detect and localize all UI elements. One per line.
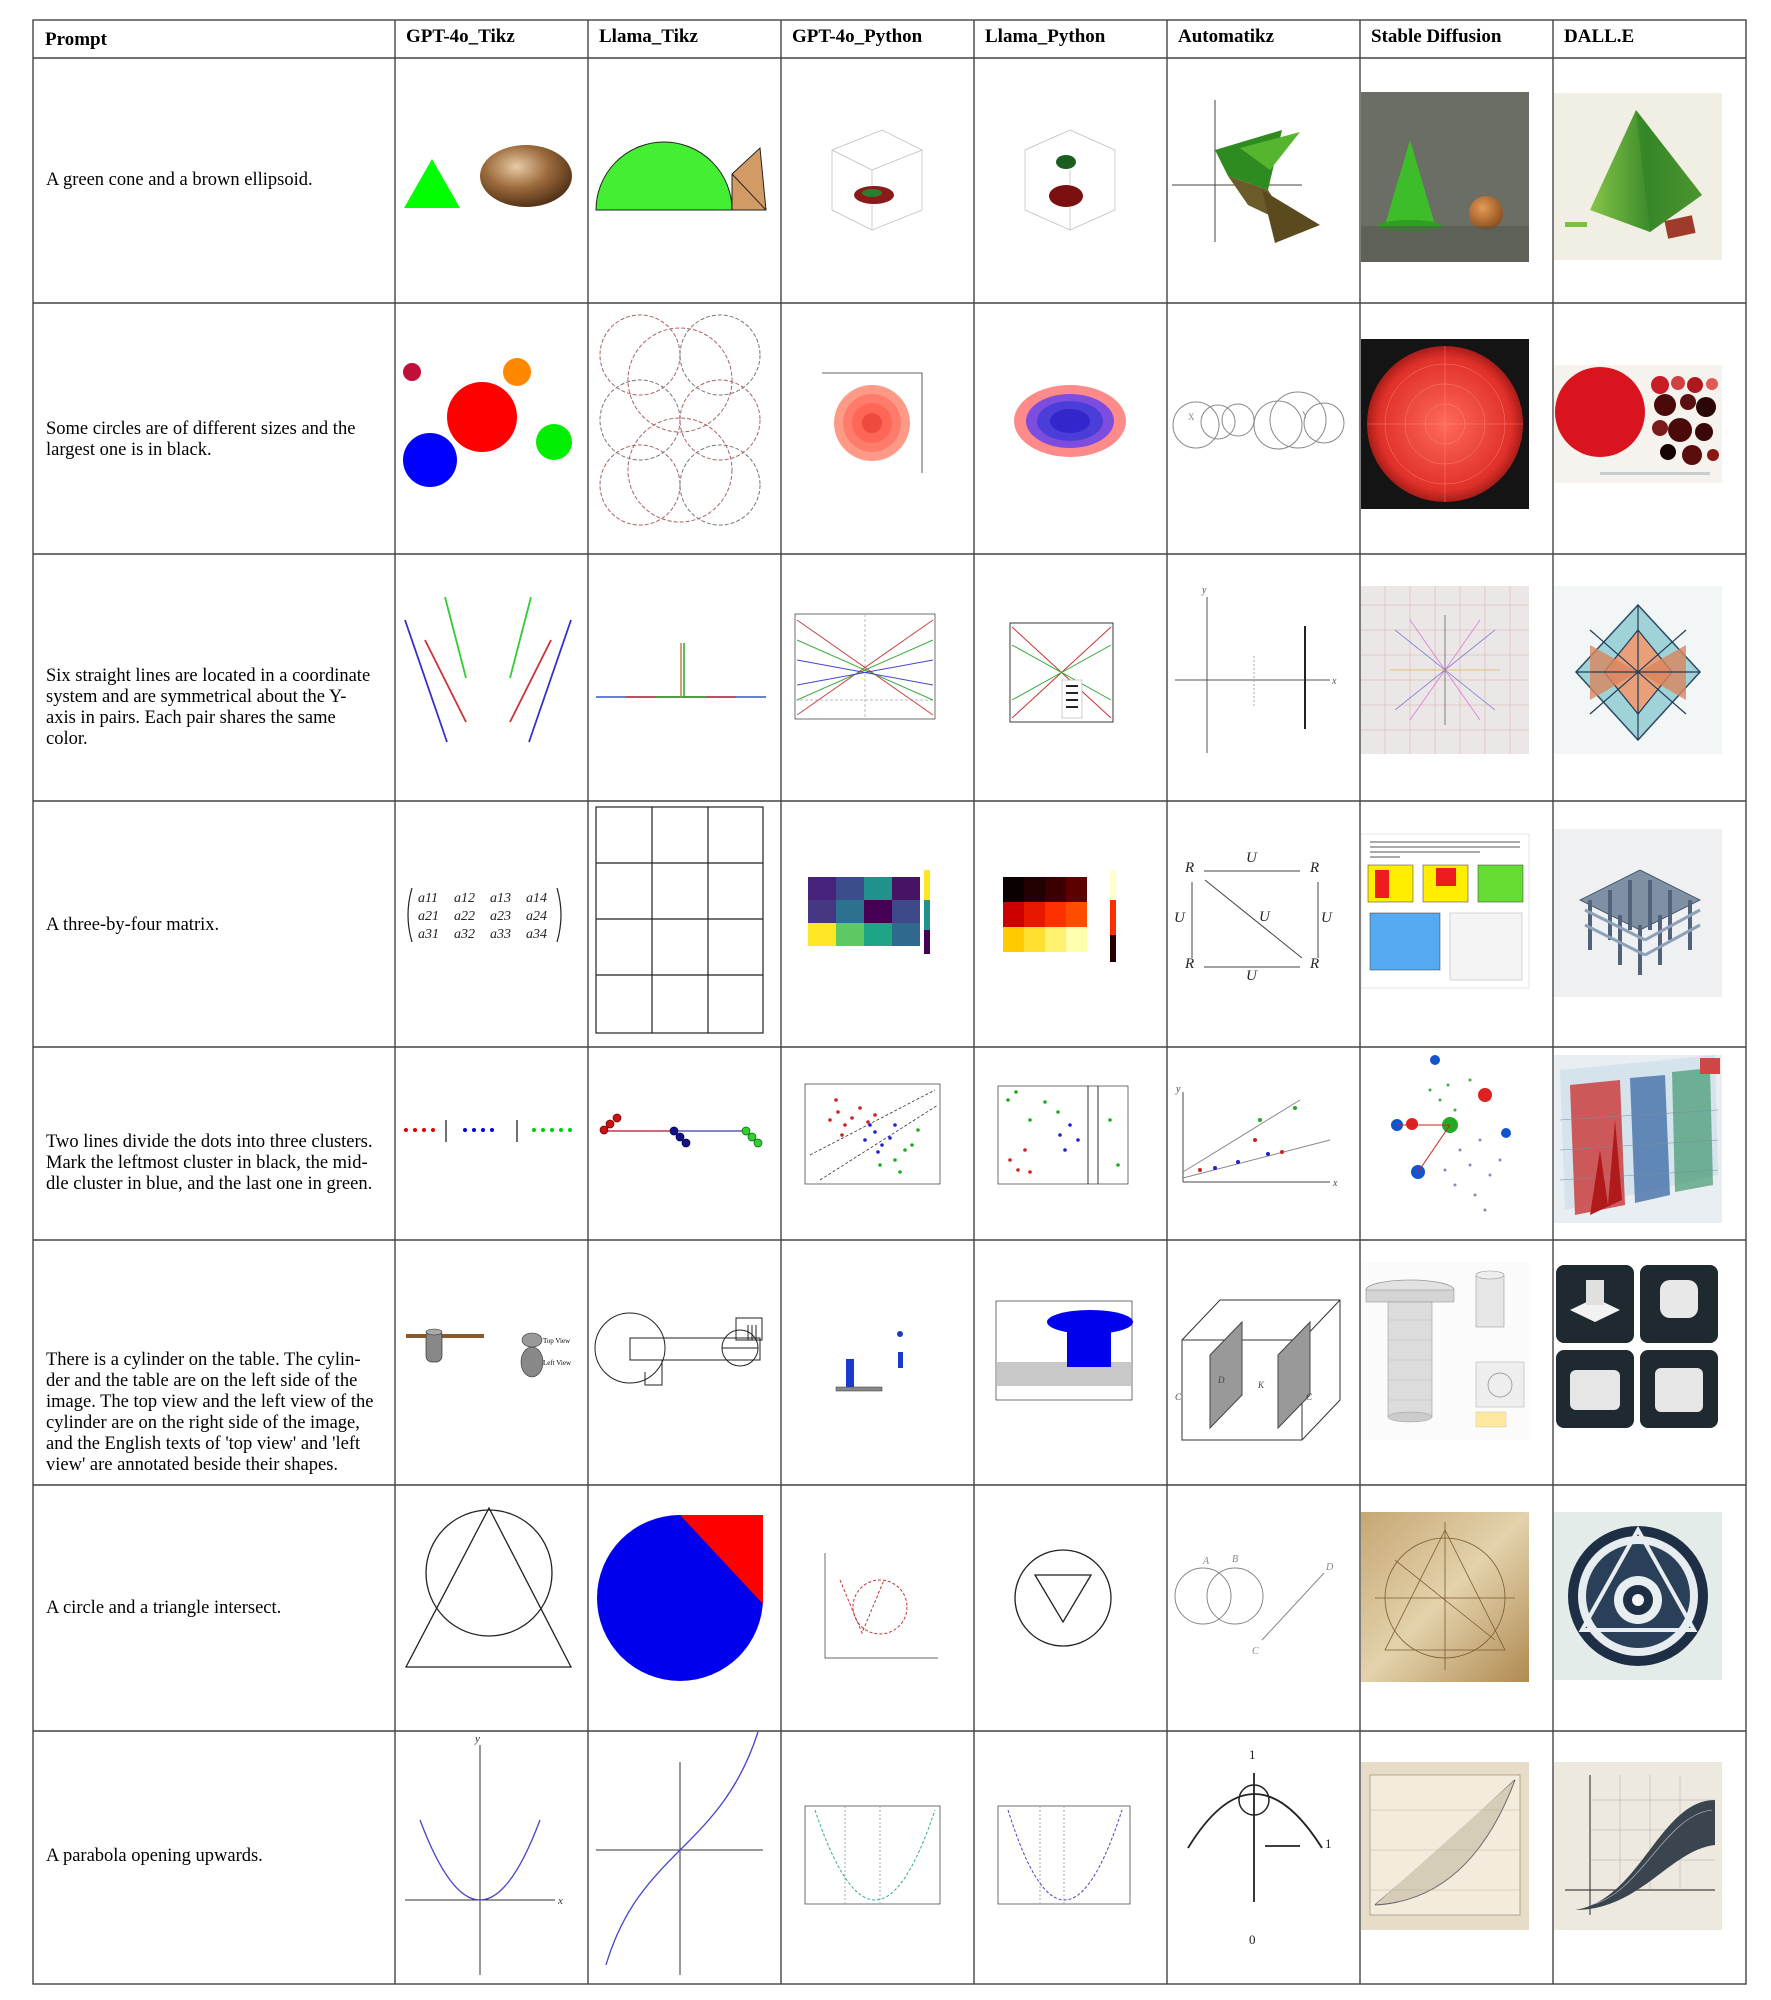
header-llama-tikz: Llama_Tikz (599, 26, 698, 47)
r4-automatikz-r-bl: R (1185, 956, 1195, 972)
header-stable-diffusion: Stable Diffusion (1371, 26, 1502, 47)
table-header (45, 26, 1634, 50)
r8-automatikz-label-1-top: 1 (1249, 1747, 1256, 1762)
r6-automatikz-label-k: K (1258, 1380, 1265, 1390)
r6-gpt4o-tikz-image (406, 1329, 572, 1377)
r4-automatikz-r-br: R (1310, 956, 1320, 972)
prompt-3-line-4: color. (46, 729, 88, 749)
r7-stable-diffusion-image (1361, 1512, 1529, 1682)
r2-automatikz-image (1173, 392, 1344, 449)
prompt-3-line-2: system and are symmetrical about the Y- (46, 687, 347, 707)
prompt-5-line-1: Two lines divide the dots into three clusters. (46, 1132, 373, 1152)
r7-automatikz-label-c: C (1252, 1646, 1259, 1657)
prompt-5-line-2: Mark the leftmost cluster in black, the mid- (46, 1153, 368, 1173)
matrix-a33: a33 (490, 927, 511, 942)
r5-automatikz-axis-y: y (1176, 1084, 1181, 1095)
r6-stable-diffusion-image (1361, 1263, 1529, 1440)
r1-gpt4o-tikz-image (404, 145, 572, 208)
header-dalle: DALL.E (1564, 26, 1635, 47)
prompt-8-line-1: A parabola opening upwards. (46, 1846, 263, 1866)
r1-gpt4o-python-image (832, 130, 922, 230)
r3-automatikz-axis-y: y (1202, 585, 1207, 596)
prompt-2-line-1: Some circles are of different sizes and the (46, 419, 356, 439)
r8-gpt4o-tikz-image (405, 1733, 563, 1975)
r8-automatikz-image (1188, 1747, 1332, 1947)
r8-automatikz-label-0: 0 (1249, 1932, 1256, 1947)
matrix-a32: a32 (454, 927, 475, 942)
r6-automatikz-label-d: D (1218, 1375, 1225, 1385)
r8-automatikz-label-1-right: 1 (1325, 1836, 1332, 1851)
prompt-6-line-4: cylinder are on the right side of the image, (46, 1413, 360, 1433)
r7-automatikz-label-d: D (1326, 1562, 1334, 1573)
r2-gpt4o-python-image (822, 373, 922, 473)
r6-llama-tikz-image (595, 1313, 762, 1385)
prompt-1-line-1: A green cone and a brown ellipsoid. (46, 170, 313, 190)
r4-automatikz-u-top: U (1246, 850, 1257, 866)
r2-gpt4o-tikz-image (403, 358, 572, 487)
matrix-a21: a21 (418, 909, 439, 924)
r5-automatikz-image (1175, 1084, 1338, 1189)
r3-gpt4o-tikz-image (405, 597, 571, 742)
r6-automatikz-label-c1: C (1175, 1392, 1182, 1402)
r1-llama-python-image (1025, 130, 1115, 230)
r7-gpt4o-tikz-image (406, 1508, 571, 1667)
prompt-3-line-3: axis in pairs. Each pair shares the same (46, 708, 336, 728)
prompt-6-line-2: der and the table are on the left side of the (46, 1371, 358, 1391)
r4-dalle-image (1554, 829, 1722, 997)
r6-dalle-image (1554, 1263, 1722, 1433)
r8-llama-python-image (998, 1806, 1130, 1904)
r4-automatikz-u-left: U (1174, 910, 1185, 926)
r3-dalle-image (1554, 586, 1722, 754)
r2-stable-diffusion-image (1361, 339, 1529, 509)
header-llama-python: Llama_Python (985, 26, 1106, 47)
r3-automatikz-axis-x: x (1332, 676, 1337, 687)
r5-automatikz-axis-x: x (1333, 1178, 1338, 1189)
r5-gpt4o-python-image (805, 1084, 940, 1184)
r7-automatikz-label-a: A (1203, 1556, 1210, 1567)
matrix-a31: a31 (418, 927, 439, 942)
table-grid-lines (33, 20, 1746, 1984)
r2-dalle-image (1554, 365, 1722, 483)
r6-automatikz-label-c2: C (1306, 1392, 1313, 1402)
r5-llama-python-image (998, 1086, 1128, 1184)
r8-dalle-image (1554, 1762, 1722, 1930)
r8-gpt4o-tikz-axis-x: x (558, 1895, 563, 1907)
matrix-a14: a14 (526, 891, 547, 906)
header-automatikz: Automatikz (1178, 26, 1275, 47)
r4-gpt4o-python-image (808, 870, 930, 954)
r4-automatikz-u-mid: U (1259, 909, 1270, 925)
r3-gpt4o-python-image (795, 614, 935, 719)
r7-gpt4o-python-image (825, 1553, 938, 1658)
r5-gpt4o-tikz-image (404, 1120, 572, 1142)
prompt-6-line-3: image. The top view and the left view of the (46, 1392, 374, 1412)
r2-automatikz-label-y: Y (1302, 410, 1309, 420)
r6-gpt4o-tikz-left-view-label: Left View (543, 1359, 572, 1367)
r1-stable-diffusion-image (1361, 92, 1529, 262)
header-gpt4o-tikz: GPT-4o_Tikz (406, 26, 515, 47)
matrix-a23: a23 (490, 909, 511, 924)
r2-llama-tikz-image (600, 315, 760, 525)
prompt-3-line-1: Six straight lines are located in a coordinate (46, 666, 371, 686)
r7-automatikz-label-b: B (1232, 1554, 1239, 1565)
matrix-a24: a24 (526, 909, 547, 924)
r4-automatikz-u-right: U (1321, 910, 1332, 926)
r7-llama-python-image (1015, 1550, 1111, 1646)
r8-gpt4o-tikz-axis-y: y (475, 1733, 480, 1745)
r4-automatikz-r-tr: R (1310, 860, 1320, 876)
r8-llama-tikz-image (596, 1732, 763, 1975)
prompt-5-line-3: dle cluster in blue, and the last one in green. (46, 1174, 373, 1194)
r3-llama-python-image (1010, 623, 1113, 722)
r8-gpt4o-python-image (805, 1806, 940, 1904)
r1-dalle-image (1554, 93, 1722, 260)
r7-automatikz-image (1175, 1554, 1334, 1657)
prompt-6-line-6: view' are annotated beside their shapes. (46, 1455, 339, 1475)
r3-stable-diffusion-image (1361, 586, 1529, 754)
r6-gpt4o-tikz-top-view-label: Top View (543, 1337, 571, 1345)
matrix-a22: a22 (454, 909, 475, 924)
header-prompt: Prompt (45, 29, 107, 50)
matrix-a12: a12 (454, 891, 475, 906)
r4-automatikz-u-bottom: U (1246, 968, 1257, 984)
r7-dalle-image (1554, 1512, 1722, 1680)
r5-stable-diffusion-image (1371, 1053, 1521, 1233)
r4-llama-python-image (1003, 870, 1116, 962)
r3-llama-tikz-image (596, 643, 766, 697)
prompt-4-line-1: A three-by-four matrix. (46, 915, 220, 935)
r4-automatikz-image (1174, 850, 1333, 984)
r2-llama-python-image (1014, 385, 1126, 457)
header-gpt4o-python: GPT-4o_Python (792, 26, 923, 47)
r7-llama-tikz-image (597, 1515, 763, 1681)
prompt-6-line-1: There is a cylinder on the table. The cylin- (46, 1350, 361, 1370)
r8-stable-diffusion-image (1361, 1762, 1529, 1930)
r1-llama-tikz-image (596, 142, 766, 210)
r6-gpt4o-python-image (836, 1331, 903, 1391)
matrix-a11: a11 (418, 891, 438, 906)
r4-automatikz-r-tl: R (1185, 860, 1195, 876)
r5-dalle-image (1554, 1055, 1722, 1223)
r1-automatikz-image (1172, 100, 1320, 243)
r4-stable-diffusion-image (1361, 834, 1529, 988)
r6-automatikz-image (1175, 1300, 1340, 1440)
prompt-column (46, 170, 373, 1866)
prompt-6-line-5: and the English texts of 'top view' and 'left (46, 1434, 361, 1454)
r3-automatikz-image (1175, 585, 1337, 753)
matrix-a13: a13 (490, 891, 511, 906)
r4-llama-tikz-image (596, 807, 763, 1033)
r5-llama-tikz-image (600, 1114, 762, 1147)
r4-gpt4o-tikz-image (408, 888, 561, 942)
prompt-7-line-1: A circle and a triangle intersect. (46, 1598, 282, 1618)
r2-automatikz-label-x: X (1188, 412, 1195, 422)
matrix-a34: a34 (526, 927, 547, 942)
prompt-2-line-2: largest one is in black. (46, 440, 212, 460)
r6-llama-python-image (996, 1301, 1133, 1400)
